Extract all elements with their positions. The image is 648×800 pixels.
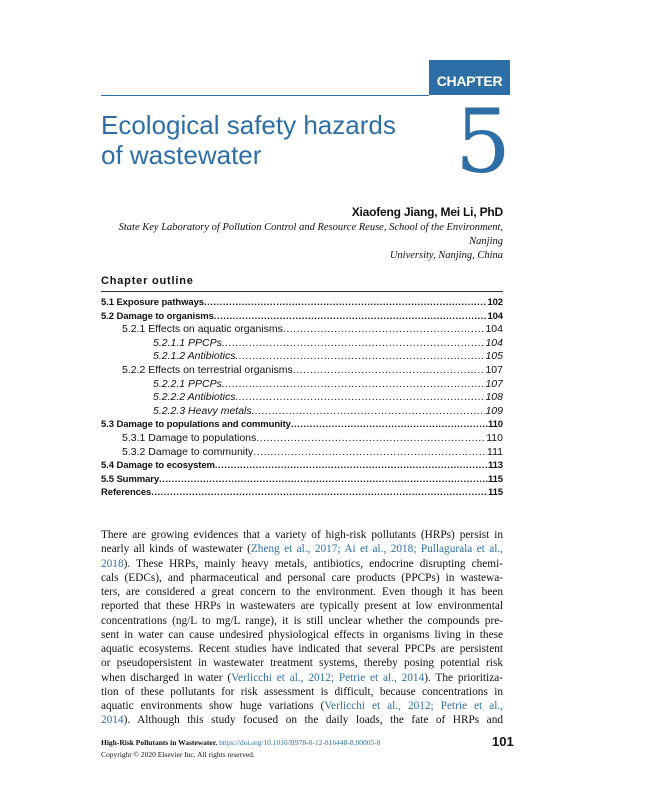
toc-entry-label: 5.5 Summary — [101, 473, 160, 485]
body-text: cals (EDCs), and pharmaceutical and personal care products (PPCPs) in wastewa- — [101, 571, 503, 584]
toc-entry-page: 107 — [485, 363, 503, 376]
toc-entry-label: 5.2 Damage to organisms — [101, 310, 214, 322]
chapter-rule — [101, 95, 429, 96]
doi-link[interactable]: https://doi.org/10.1016/B978-0-12-816448-8.00005-8 — [219, 738, 381, 747]
chapter-number: 5 — [455, 90, 511, 193]
toc-entry-page: 110 — [487, 419, 503, 431]
body-line — [101, 685, 503, 699]
toc-leader-dots — [256, 432, 486, 446]
toc-leader-dots — [293, 364, 486, 378]
toc-leader-dots — [283, 323, 486, 337]
toc-entry-page: 104 — [487, 310, 503, 322]
body-line — [101, 699, 503, 713]
table-of-contents — [101, 296, 503, 500]
body-text: ). Although this study focused on the daily loads, the fate of HRPs and — [123, 714, 503, 727]
toc-entry[interactable] — [101, 391, 503, 405]
toc-entry-page: 102 — [487, 297, 503, 308]
citation-link[interactable]: Zheng et al., 2017; Ai et al., 2018; Pullagurala et al., — [250, 543, 503, 556]
body-text: sent in water can cause undesired physiological effects in organisms living in these — [101, 628, 503, 641]
toc-entry-label: 5.2.2 Effects on terrestrial organisms — [122, 363, 293, 376]
outline-heading: Chapter outline — [101, 275, 194, 287]
toc-entry-page: 113 — [487, 460, 503, 472]
toc-leader-dots — [215, 459, 488, 473]
toc-entry-label: 5.2.2.2 Antibiotics — [153, 391, 236, 404]
citation-link[interactable]: 2014 — [101, 714, 124, 727]
outline-rule — [101, 291, 503, 292]
toc-leader-dots — [222, 337, 486, 351]
toc-entry-page: 107 — [485, 377, 503, 390]
body-line — [101, 671, 503, 685]
toc-entry[interactable] — [101, 337, 503, 351]
toc-entry-page: 115 — [487, 487, 503, 499]
body-paragraph — [101, 528, 503, 728]
toc-entry[interactable] — [101, 432, 503, 446]
chapter-label: CHAPTER — [436, 73, 503, 89]
chapter-title-line: of wastewater — [101, 140, 262, 170]
toc-entry-page: 104 — [485, 336, 503, 349]
toc-leader-dots — [252, 405, 486, 419]
toc-entry-page: 109 — [485, 404, 503, 417]
body-text: ). These HRPs, mainly heavy metals, antibiotics, endocrine disrupting chemi- — [123, 557, 503, 570]
toc-entry-page: 105 — [485, 350, 503, 363]
toc-entry-label: 5.2.1 Effects on aquatic organisms — [122, 323, 283, 336]
toc-leader-dots — [151, 486, 488, 500]
body-text: ters, are considered a great concern to the environment. Even though it has been — [101, 586, 503, 598]
body-text: tion of these pollutants for risk assessment is difficult, because concentrations in — [101, 685, 503, 698]
body-text: aquatic environments show huge variations ( — [101, 700, 325, 712]
book-title: High-Risk Pollutants in Wastewater. — [101, 738, 218, 747]
affiliation — [93, 221, 503, 263]
body-text: ). The prioritiza- — [424, 671, 503, 684]
body-text: when discharged in water ( — [101, 671, 232, 684]
toc-leader-dots — [214, 310, 488, 324]
body-line — [101, 642, 503, 656]
toc-entry[interactable] — [101, 418, 503, 432]
chapter-title-line: Ecological safety hazards — [101, 110, 396, 140]
toc-entry[interactable] — [101, 486, 503, 500]
affiliation-line: State Key Laboratory of Pollution Control and Resource Reuse, School of the Environment, Nanjing — [118, 222, 503, 247]
toc-entry[interactable] — [101, 296, 503, 310]
body-line — [101, 571, 503, 585]
body-line — [101, 585, 503, 599]
toc-entry-label: 5.2.1.2 Antibiotics — [153, 350, 236, 363]
toc-entry-page: 110 — [486, 431, 503, 444]
citation-link[interactable]: 2018 — [101, 557, 124, 570]
toc-leader-dots — [204, 296, 487, 310]
toc-entry[interactable] — [101, 350, 503, 364]
authors: Xiaofeng Jiang, Mei Li, PhD — [351, 205, 503, 219]
body-text: aquatic ecosystems. Recent studies have indicated that several PPCPs are persistent — [101, 643, 503, 655]
body-line — [101, 542, 503, 556]
toc-entry-label: 5.3 Damage to populations and community — [101, 419, 291, 431]
toc-entry[interactable] — [101, 446, 503, 460]
toc-leader-dots — [253, 446, 487, 460]
toc-entry-label: References — [101, 487, 152, 499]
body-text: reported that these HRPs in wastewaters are typically present at low environmental — [101, 600, 503, 613]
body-line — [101, 713, 503, 727]
toc-entry-label: 5.3.1 Damage to populations — [122, 431, 257, 444]
toc-leader-dots — [236, 350, 486, 364]
body-line — [101, 614, 503, 628]
body-text: There are growing evidences that a variety of high-risk pollutants (HRPs) persist in — [101, 529, 503, 541]
toc-entry[interactable] — [101, 364, 503, 378]
toc-entry[interactable] — [101, 405, 503, 419]
toc-entry-label: 5.4 Damage to ecosystem — [101, 460, 215, 472]
toc-entry-label: 5.2.2.3 Heavy metals — [153, 404, 252, 417]
copyright: Copyright © 2020 Elsevier Inc. All rights reserved. — [101, 750, 255, 759]
affiliation-line: University, Nanjing, China — [389, 250, 503, 261]
toc-entry[interactable] — [101, 378, 503, 392]
toc-entry-label: 5.1 Exposure pathways — [101, 297, 204, 308]
toc-leader-dots — [236, 391, 486, 405]
toc-entry-page: 108 — [485, 391, 503, 404]
citation-link[interactable]: Verlicchi et al., 2012; Petrie et al., — [324, 700, 503, 712]
toc-entry-page: 115 — [487, 473, 503, 485]
page-number: 101 — [492, 734, 514, 749]
body-text: or pseudopersistent in wastewater treatment systems, thereby posing potential risk — [101, 657, 503, 670]
toc-entry[interactable] — [101, 473, 503, 487]
body-text: concentrations (ng/L to mg/L range), it is still unclear whether the compounds pre- — [101, 614, 503, 627]
body-line — [101, 628, 503, 642]
toc-entry-page: 111 — [487, 445, 503, 458]
toc-entry-label: 5.2.1.1 PPCPs — [153, 336, 222, 349]
body-line — [101, 599, 503, 613]
toc-entry-label: 5.2.2.1 PPCPs — [153, 377, 222, 390]
toc-entry[interactable] — [101, 459, 503, 473]
body-line — [101, 557, 503, 571]
toc-leader-dots — [222, 378, 486, 392]
toc-leader-dots — [159, 473, 488, 487]
chapter-title — [101, 110, 421, 170]
toc-entry[interactable] — [101, 323, 503, 337]
body-line — [101, 656, 503, 670]
body-line — [101, 528, 503, 542]
footer — [101, 737, 380, 761]
citation-link[interactable]: Verlicchi et al., 2012; Petrie et al., 2014 — [231, 671, 425, 684]
toc-entry-page: 104 — [485, 323, 503, 336]
body-text: nearly all kinds of wastewater ( — [101, 543, 251, 556]
toc-entry[interactable] — [101, 310, 503, 324]
toc-entry-label: 5.3.2 Damage to community — [122, 445, 254, 458]
toc-leader-dots — [291, 418, 488, 432]
